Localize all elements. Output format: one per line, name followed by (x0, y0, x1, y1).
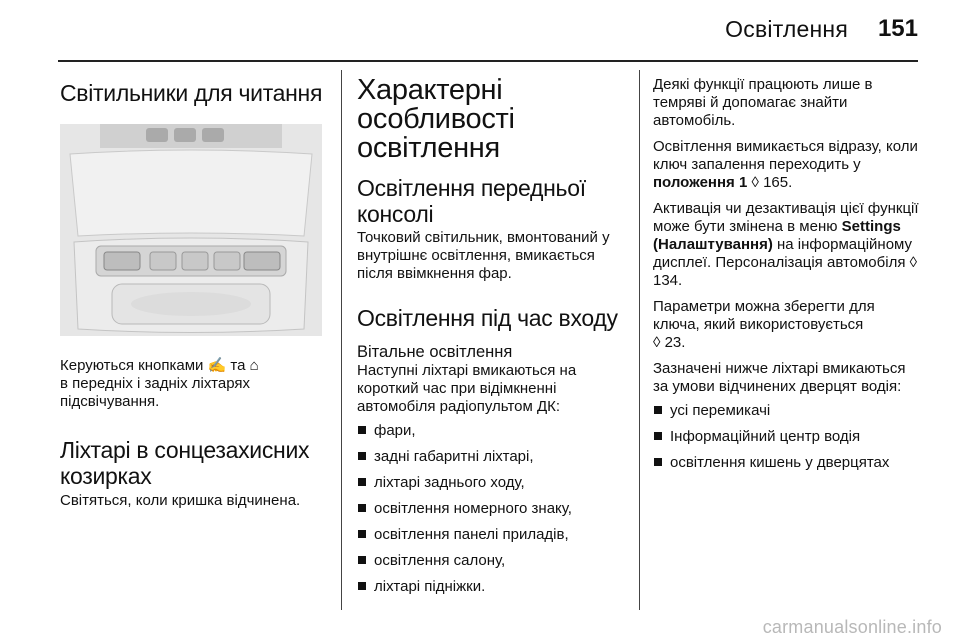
welcome-lighting-text: Наступні ліхтарі вмикаються на короткий час при відімкненні автомобіля радіопультом ДК: (357, 362, 577, 415)
list-item: ліхтарі підніжки. (357, 578, 631, 596)
column-3 (653, 70, 923, 480)
driver-door-list (653, 402, 923, 472)
list-item: задні габаритні ліхтарі, (357, 448, 631, 466)
list-item: освітлення салону, (357, 552, 631, 570)
page-header (0, 0, 960, 60)
header-title: Освітлення (725, 16, 848, 42)
ignition-text: Освітлення вимикається відразу, коли ключ запалення переходить у положення 1 ◊ 165. (653, 138, 918, 191)
list-item: освітлення панелі приладів, (357, 526, 631, 544)
list-item: освітлення кишень у дверцятах (653, 454, 923, 472)
settings-text: Активація чи дезактивація цієї функції може бути змінена в меню Settings (Налаштування) на інформаційному дисплеї. Персоналізація автомобіля ◊ 134. (653, 200, 919, 289)
list-item: ліхтарі заднього ходу, (357, 474, 631, 492)
sun-visor-text: Світяться, коли кришка відчинена. (60, 492, 301, 509)
watermark-text: carmanualsonline.info (762, 617, 942, 637)
column-1 (60, 70, 330, 510)
section-heading-front-console: Освітлення передньої консолі (357, 175, 586, 227)
section-heading-sun-visor: Ліхтарі в сонцезахисних козирках (60, 437, 310, 489)
reference-arrow-icon: ◊ (909, 254, 918, 271)
welcome-lighting-list (357, 422, 631, 596)
column-2 (357, 70, 631, 604)
page-ref-link[interactable]: 23. (664, 334, 686, 351)
chapter-title: Характерні особливості освітлення (357, 74, 515, 164)
key-memory-text: Параметри можна зберегти для ключа, який використовується ◊ 23. (653, 298, 875, 351)
list-item: освітлення номерного знаку, (357, 500, 631, 518)
column-divider-1 (341, 70, 342, 610)
reading-lights-text: Керуються кнопками ✍ та ⌂ в передніх і задніх ліхтарях підсвічування. (60, 357, 259, 410)
front-console-text: Точковий світильник, вмонтований у внутрішнє освітлення, вмикається після ввімкнення фар. (357, 229, 610, 282)
section-heading-entry-lighting: Освітлення під час входу (357, 305, 618, 331)
overhead-console-photo (60, 124, 322, 336)
driver-door-text: Зазначені нижче ліхтарі вмикаються за умови відчинених дверцят водія: (653, 360, 906, 395)
page-number: 151 (877, 15, 918, 42)
header-rule (58, 60, 918, 62)
column-divider-2 (639, 70, 640, 610)
list-item: усі перемикачі (653, 402, 923, 420)
subheading-welcome-lighting: Вітальне освітлення (357, 343, 513, 361)
page-ref-link[interactable]: 134. (653, 272, 683, 289)
list-item: фари, (357, 422, 631, 440)
reference-arrow-icon: ◊ (751, 174, 759, 191)
list-item: Інформаційний центр водія (653, 428, 923, 446)
page-ref-link[interactable]: 165. (763, 174, 793, 191)
darkness-text: Деякі функції працюють лише в темряві й допомагає знайти автомобіль. (653, 76, 873, 129)
reference-arrow-icon: ◊ (653, 334, 661, 351)
reading-light-rear-icon: ⌂ (249, 357, 259, 374)
reading-light-front-icon: ✍ (207, 357, 227, 374)
section-heading-reading-lights: Світильники для читання (60, 80, 323, 106)
